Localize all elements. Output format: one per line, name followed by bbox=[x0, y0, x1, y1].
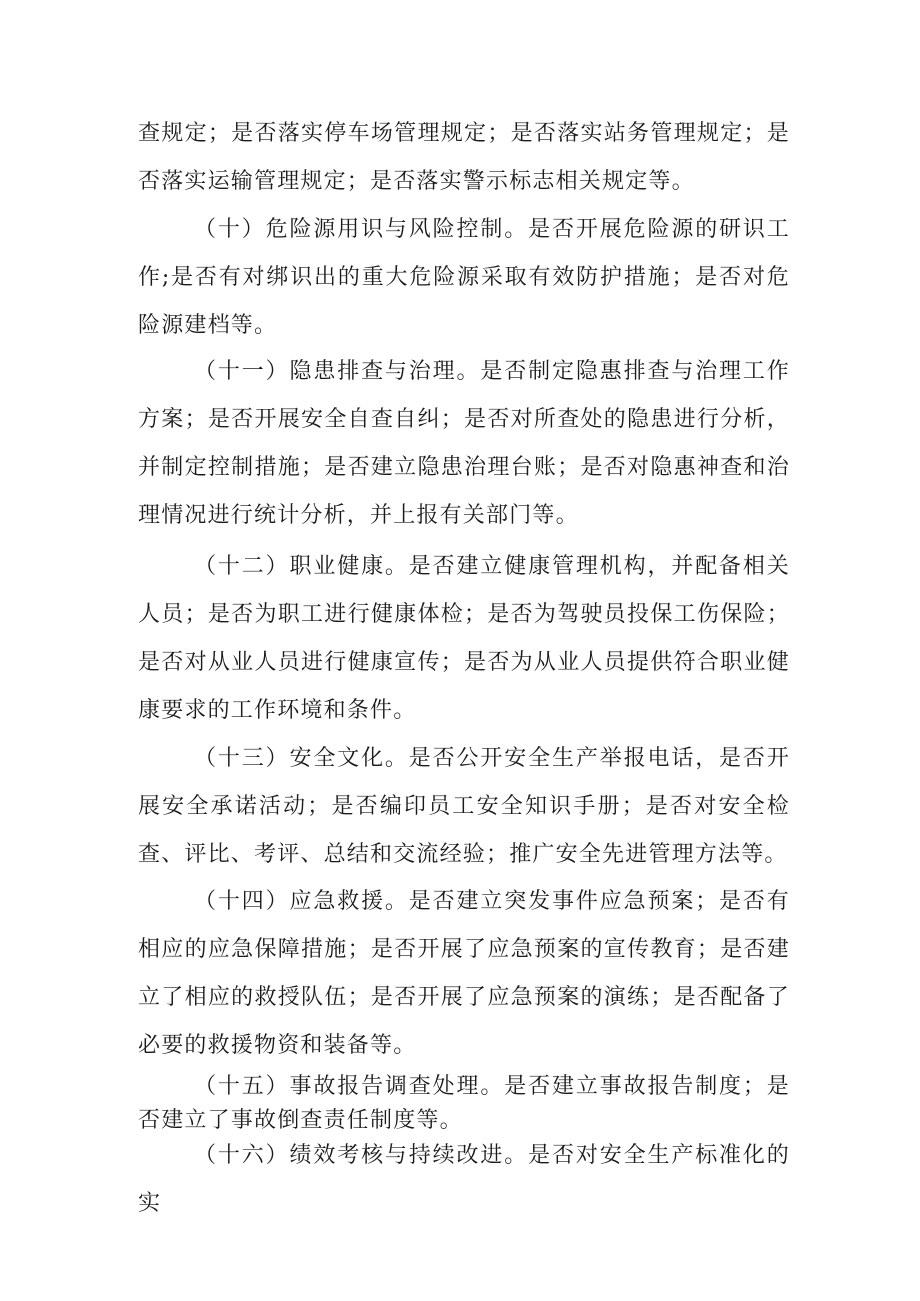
paragraph-16-performance: （十六）绩效考核与持续改进。是否对安全生产标准化的实 bbox=[138, 1143, 790, 1216]
paragraph-14-emergency-rescue: （十四）应急救援。是否建立突发事件应急预案；是否有相应的应急保障措施；是否开展了应急预案的宣传教育；是否建立了相应的救授队伍；是否开展了应急预案的演练；是否配备了必要的救援物资和装备等。 bbox=[138, 889, 790, 1058]
paragraph-11-hidden-danger: （十一）隐患排查与治理。是否制定隐惠排查与治理工作方案；是否开展安全自查自纠；是否对所查处的隐患进行分析，并制定控制措施；是否建立隐患治理台账；是否对隐惠神查和治理情况进行统计分析，并上报有关部门等。 bbox=[138, 359, 790, 528]
paragraph-continued: 查规定；是否落实停车场管理规定；是否落实站务管理规定；是否落实运输管理规定；是否落实警示标志相关规定等。 bbox=[138, 121, 790, 194]
paragraph-12-occupational-health: （十二）职业健康。是否建立健康管理机构，并配备相关人员；是否为职工进行健康体检；是否为驾驶员投保工伤保险；是否对从业人员进行健康宣传；是否为从业人员提供符合职业健康要求的工作环境和条件。 bbox=[138, 554, 790, 723]
paragraph-15-accident-report: （十五）事故报告调查处理。是否建立事故报告制度；是否建立了事故倒查责任制度等。 bbox=[138, 1074, 790, 1133]
paragraph-10-hazard-control: （十）危险源用识与风险控制。是否开展危险源的研识工作;是否有对绑识出的重大危险源采取有效防护措施；是否对危险源建档等。 bbox=[138, 217, 790, 338]
paragraph-13-safety-culture: （十三）安全文化。是否公开安全生产举报电话，是否开展安全承诺活动；是否编印员工安全知识手册；是否对安全检查、评比、考评、总结和交流经验；推广安全先进管理方法等。 bbox=[138, 746, 790, 867]
